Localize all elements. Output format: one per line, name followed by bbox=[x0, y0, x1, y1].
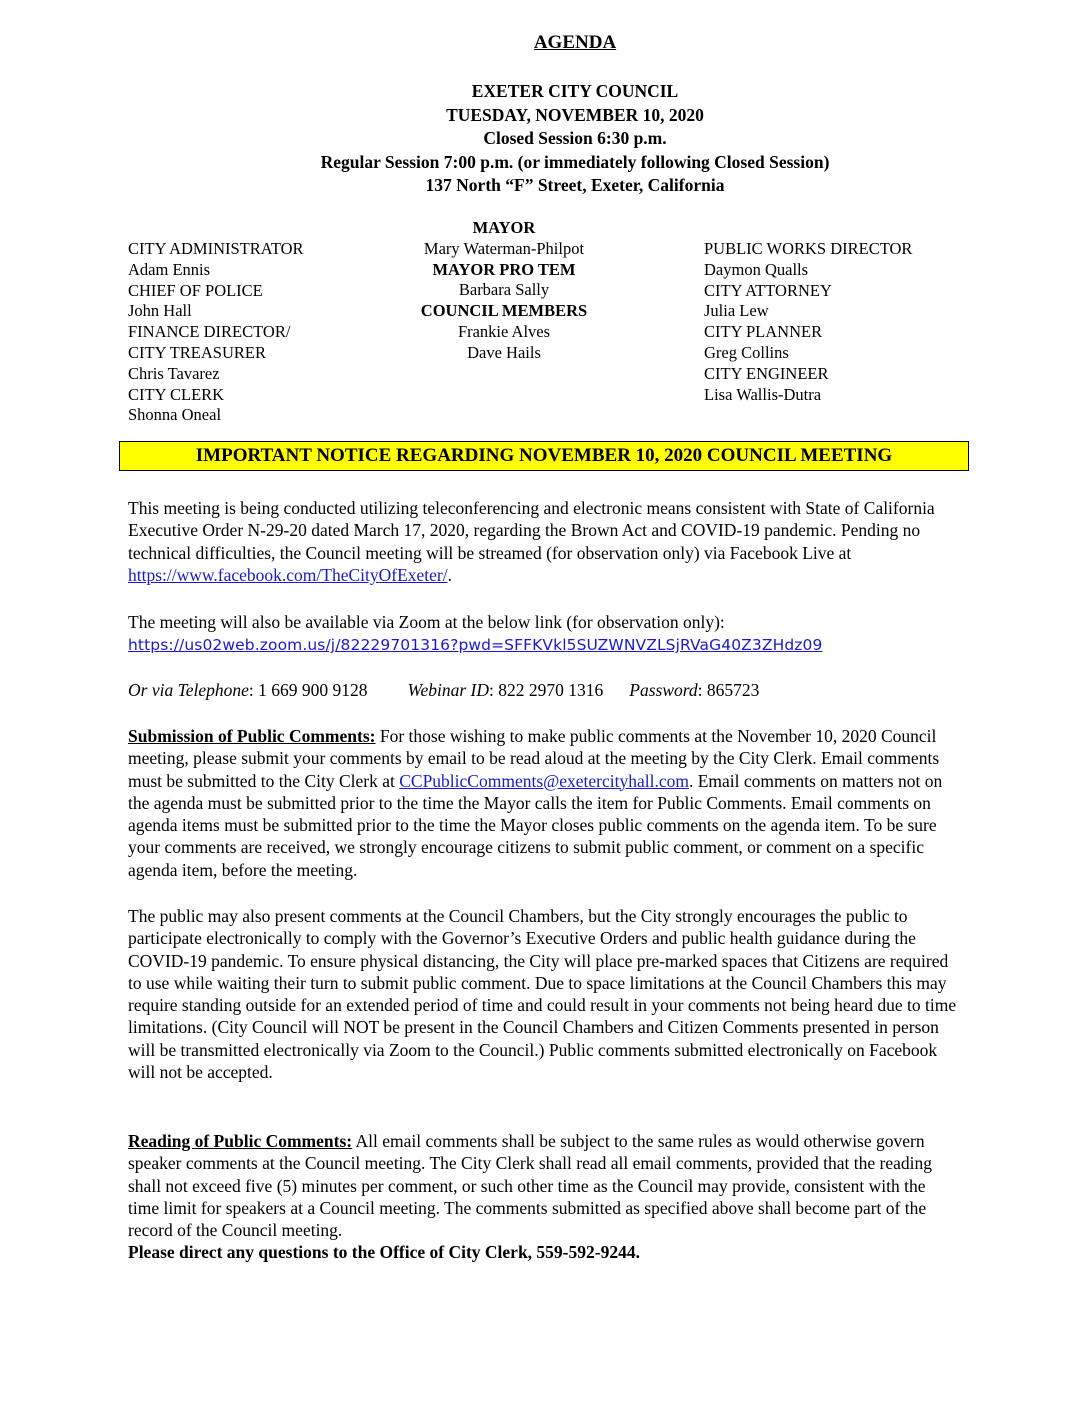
official-name: Chris Tavarez bbox=[128, 363, 220, 383]
zoom-text: The meeting will also be available via Zoom at the below link (for observation only): bbox=[128, 612, 725, 632]
in-person-paragraph: The public may also present comments at the Council Chambers, but the City strongly encourages the public to participate electronically to comply with the Governor’s Executive Orders and public health guidance during the COVID-19 pandemic. To ensure physical distancing, the City will place pre-marked spaces that Citizens are required to use while waiting their turn to submit public comment. Due to space limitations at the Council Chambers this may require standing outside for an extended period of time and could result in your comments not being heard due to time limitations. (City Council will NOT be present in the Council Chambers and Citizen Comments presented in person will be transmitted electronically via Zoom to the Council.) Public comments submitted electronically on Facebook will not be accepted. bbox=[128, 906, 957, 1083]
teleconference-end: . bbox=[447, 564, 452, 585]
mayor-heading: MAYOR bbox=[472, 218, 536, 237]
official-name: Greg Collins bbox=[704, 342, 789, 362]
official-title: PUBLIC WORKS DIRECTOR bbox=[704, 239, 913, 258]
official-name: Daymon Qualls bbox=[704, 259, 809, 279]
reading-paragraph bbox=[128, 1130, 958, 1264]
reading-text: All email comments shall be subject to the same rules as would otherwise govern speaker comments at the Council meeting. The City Clerk shall read all email comments, provided that the reading shall not exceed five (5) minutes per comment, or such other time as the Council may provide, consistent with the time limit for speakers at a Council meeting. The comments submitted as specified above shall become part of the record of the Council meeting. bbox=[128, 1131, 932, 1241]
public-comments-email-link[interactable]: CCPublicComments@exetercityhall.com bbox=[399, 770, 689, 791]
council-members-heading: COUNCIL MEMBERS bbox=[420, 301, 588, 321]
mayor-pro-tem-heading: MAYOR PRO TEM bbox=[432, 259, 576, 279]
meeting-date: TUESDAY, NOVEMBER 10, 2020 bbox=[446, 104, 704, 125]
password-label: Password bbox=[629, 680, 698, 700]
submission-text-continued: . Email comments on matters not on the agenda must be submitted prior to the time the Mayor calls the item for Public Comments. Email comments on agenda items must be submitted prior to the time the Mayor closes public comments on the agenda item. To be sure your comments are received, we strongly encourage citizens to submit public comment, or comment on a specific agenda item, before the meeting. bbox=[128, 770, 943, 880]
official-title: CITY TREASURER bbox=[128, 342, 266, 362]
mayor-name: Mary Waterman-Philpot bbox=[423, 238, 585, 258]
meeting-header bbox=[0, 80, 1088, 198]
webinar-id-value: : 822 2970 1316 bbox=[489, 680, 604, 700]
closed-session-time: Closed Session 6:30 p.m. bbox=[483, 128, 667, 148]
official-name: Adam Ennis bbox=[128, 259, 211, 279]
officials-left-column bbox=[128, 218, 304, 426]
reading-heading: Reading of Public Comments: bbox=[128, 1131, 353, 1151]
webinar-id-label: Webinar ID bbox=[407, 680, 490, 700]
regular-session-time: Regular Session 7:00 p.m. (or immediately following Closed Session) bbox=[320, 151, 830, 172]
official-name: Shonna Oneal bbox=[128, 405, 222, 425]
official-title: CITY ADMINISTRATOR bbox=[128, 239, 304, 258]
officials-middle-column bbox=[400, 218, 608, 364]
official-title: CITY PLANNER bbox=[704, 322, 823, 342]
important-notice-banner: IMPORTANT NOTICE REGARDING NOVEMBER 10, 2020 COUNCIL MEETING bbox=[119, 441, 969, 471]
telephone-number: : 1 669 900 9128 bbox=[248, 680, 368, 700]
officials-right-column bbox=[704, 218, 912, 405]
submission-paragraph bbox=[128, 725, 958, 881]
zoom-paragraph bbox=[128, 611, 958, 657]
submission-text: For those wishing to make public comments at the November 10, 2020 Council meeting, please submit your comments by email to be read aloud at the meeting by the City Clerk. Email comments must be submitted to the City Clerk at bbox=[128, 726, 940, 791]
council-member-name: Dave Hails bbox=[467, 342, 541, 362]
official-name: Julia Lew bbox=[704, 301, 769, 321]
page-title: AGENDA bbox=[533, 32, 617, 53]
council-member-name: Frankie Alves bbox=[457, 321, 551, 341]
official-name: John Hall bbox=[128, 301, 192, 321]
password-value: : 865723 bbox=[697, 680, 760, 700]
official-title: CHIEF OF POLICE bbox=[128, 280, 263, 300]
mayor-pro-tem-name: Barbara Sally bbox=[458, 280, 550, 300]
official-title: FINANCE DIRECTOR/ bbox=[128, 322, 291, 342]
teleconference-paragraph bbox=[128, 497, 958, 586]
official-name: Lisa Wallis-Dutra bbox=[704, 384, 822, 404]
meeting-address: 137 North “F” Street, Exeter, California bbox=[425, 175, 725, 195]
official-title: CITY CLERK bbox=[128, 384, 225, 404]
official-title: CITY ENGINEER bbox=[704, 363, 829, 383]
official-title: CITY ATTORNEY bbox=[704, 280, 832, 300]
zoom-meeting-link[interactable]: https://us02web.zoom.us/j/82229701316?pwd=SFFKVkl5SUZWNVZLSjRVaG40Z3ZHdz09 bbox=[128, 636, 823, 655]
facebook-live-link[interactable]: https://www.facebook.com/TheCityOfExeter/ bbox=[128, 564, 448, 585]
submission-heading: Submission of Public Comments: bbox=[128, 726, 376, 746]
council-name: EXETER CITY COUNCIL bbox=[471, 81, 679, 101]
telephone-label: Or via Telephone bbox=[128, 680, 249, 700]
telephone-line bbox=[128, 679, 958, 701]
teleconference-text: This meeting is being conducted utilizing teleconferencing and electronic means consistent with State of California Executive Order N-29-20 dated March 17, 2020, regarding the Brown Act and COVID-19 pandemic. Pending no technical difficulties, the Council meeting will be streamed (for observation only) via Facebook Live at bbox=[128, 498, 935, 563]
contact-line: Please direct any questions to the Office of City Clerk, 559-592-9244. bbox=[128, 1242, 640, 1263]
